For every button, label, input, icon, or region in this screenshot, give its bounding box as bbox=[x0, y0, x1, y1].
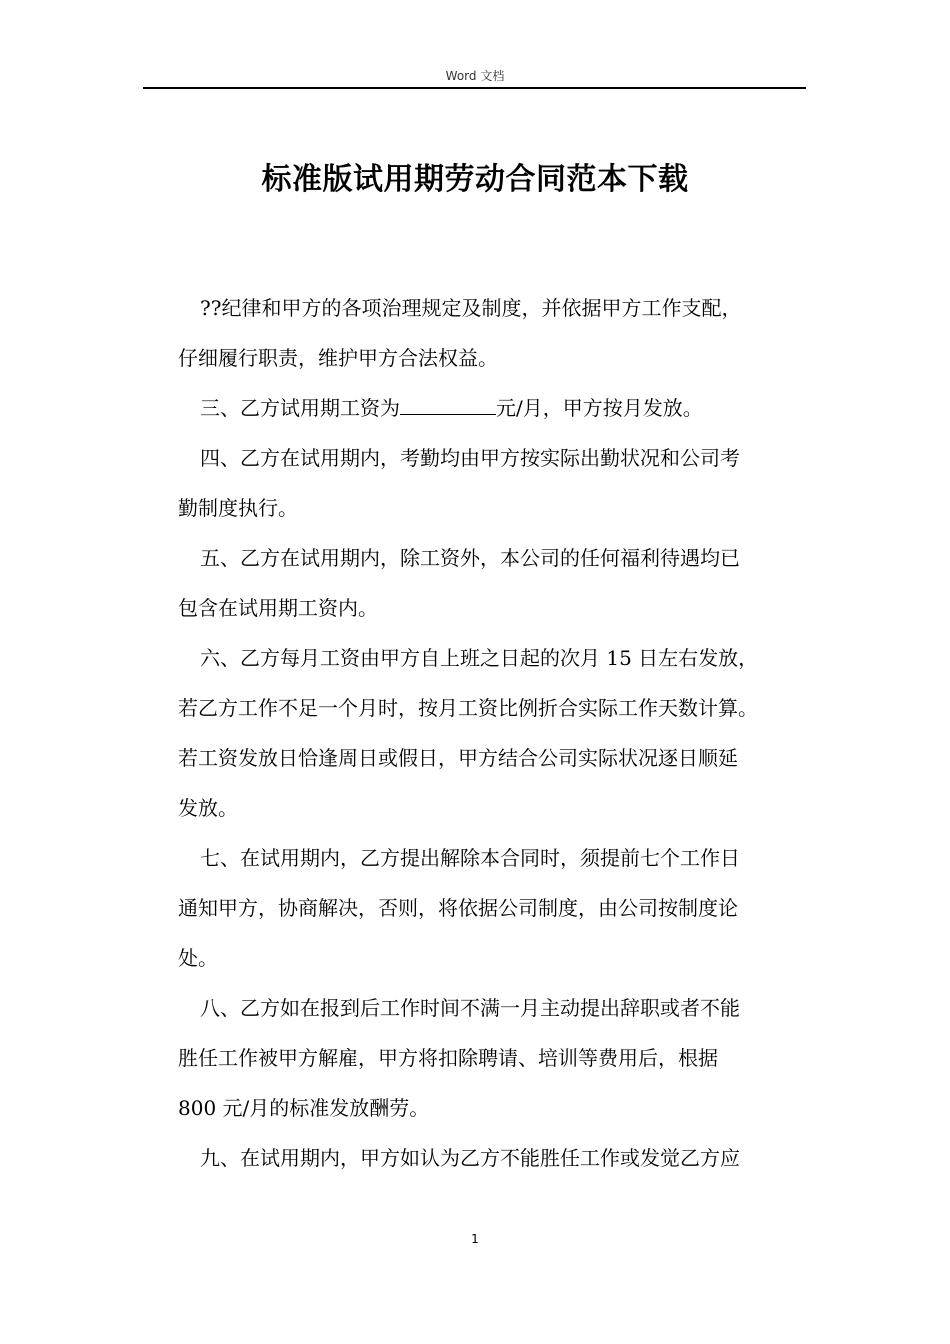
paragraph-clause-7 bbox=[178, 833, 818, 983]
document-title: 标准版试用期劳动合同范本下载 bbox=[261, 162, 689, 197]
paragraph-discipline bbox=[178, 283, 818, 383]
paragraph-line: 胜任工作被甲方解雇，甲方将扣除聘请、培训等费用后，根据 bbox=[178, 1046, 718, 1070]
clause-3-text-before: 三、乙方试用期工资为 bbox=[200, 396, 400, 420]
paragraph-line: 六、乙方每月工资由甲方自上班之日起的次月 15 日左右发放， bbox=[200, 646, 759, 670]
document-header-label: Word 文档 bbox=[445, 69, 505, 83]
clause-3-text-after: 元/月，甲方按月发放。 bbox=[496, 396, 703, 420]
paragraph-clause-8 bbox=[178, 983, 818, 1133]
page-number: 1 bbox=[471, 1232, 479, 1246]
paragraph-line: 九、在试用期内，甲方如认为乙方不能胜任工作或发觉乙方应 bbox=[200, 1146, 740, 1170]
paragraph-line: 800 元/月的标准发放酬劳。 bbox=[178, 1096, 430, 1120]
paragraph-line: 四、乙方在试用期内，考勤均由甲方按实际出勤状况和公司考 bbox=[200, 446, 740, 470]
paragraph-clause-3 bbox=[178, 383, 818, 433]
paragraph-clause-4 bbox=[178, 433, 818, 533]
paragraph-line: 通知甲方，协商解决，否则，将依据公司制度，由公司按制度论 bbox=[178, 896, 738, 920]
paragraph-line: 七、在试用期内，乙方提出解除本合同时，须提前七个工作日 bbox=[200, 846, 740, 870]
salary-blank-field bbox=[400, 392, 496, 415]
paragraph-line: 勤制度执行。 bbox=[178, 496, 298, 520]
header-divider bbox=[143, 87, 806, 89]
paragraph-line: 包含在试用期工资内。 bbox=[178, 596, 378, 620]
paragraph-line: 八、乙方如在报到后工作时间不满一月主动提出辞职或者不能 bbox=[200, 996, 740, 1020]
paragraph-line: 发放。 bbox=[178, 796, 238, 820]
paragraph-line: 若乙方工作不足一个月时，按月工资比例折合实际工作天数计算。 bbox=[178, 696, 758, 720]
paragraph-line: 五、乙方在试用期内，除工资外，本公司的任何福利待遇均已 bbox=[200, 546, 740, 570]
paragraph-clause-5 bbox=[178, 533, 818, 633]
paragraph-line: ??纪律和甲方的各项治理规定及制度，并依据甲方工作支配， bbox=[200, 296, 742, 320]
paragraph-line: 仔细履行职责，维护甲方合法权益。 bbox=[178, 346, 498, 370]
document-body bbox=[178, 283, 818, 1183]
paragraph-line: 若工资发放日恰逢周日或假日，甲方结合公司实际状况逐日顺延 bbox=[178, 746, 738, 770]
paragraph-line: 处。 bbox=[178, 946, 218, 970]
paragraph-clause-9 bbox=[178, 1133, 818, 1183]
paragraph-line bbox=[178, 383, 818, 433]
paragraph-clause-6 bbox=[178, 633, 818, 833]
